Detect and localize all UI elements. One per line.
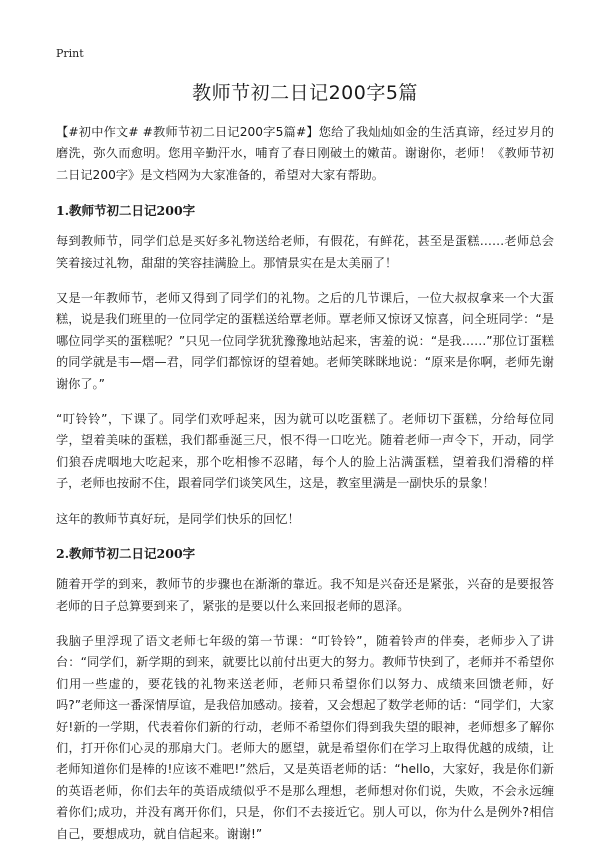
document-page (56, 78, 554, 859)
print-label: Print (56, 47, 84, 60)
intro-paragraph: 【#初中作文# #教师节初二日记200字5篇#】您给了我灿灿如金的生活真谛，经过岁月的磨洗，弥久而愈明。您用辛勤汗水，哺育了春日刚破土的嫩苗。谢谢你，老师！《教师节初二日记200字》是文档网为大家准备的，希望对大家有帮助。 (56, 125, 554, 182)
body-paragraph: 随着开学的到来，教师节的步骤也在渐渐的靠近。我不知是兴奋还是紧张，兴奋的是要报答老师的日子总算要到来了，紧张的是要以什么来回报老师的恩泽。 (56, 577, 554, 613)
body-paragraph: “叮铃铃”，下课了。同学们欢呼起来，因为就可以吃蛋糕了。老师切下蛋糕，分给每位同学，望着美味的蛋糕，我们都垂涎三尺，恨不得一口吃光。随着老师一声令下，开动，同学们狼吞虎咽地大吃起来，那个吃相惨不忍睹，每个人的脸上沾满蛋糕，望着我们滑稽的样子，老师也按耐不住，跟着同学们谈笑风生，这是，教室里满是一副快乐的景象！ (56, 412, 554, 491)
page-title: 教师节初二日记200字5篇 (192, 82, 418, 104)
body-paragraph: 又是一年教师节，老师又得到了同学们的礼物。之后的几节课后，一位大叔叔拿来一个大蛋糕，说是我们班里的一位同学定的蛋糕送给覃老师。覃老师又惊讶又惊喜，问全班同学：“是哪位同学买的蛋糕呢？”只见一位同学犹犹豫豫地站起来，害羞的说：“是我……”那位订蛋糕的同学就是韦—熠—君，同学们都惊讶的望着她。老师笑眯眯地说：“原来是你啊，老师先谢谢你了。” (56, 291, 554, 391)
section-heading: 2.教师节初二日记200字 (56, 546, 196, 562)
body-paragraph: 我脑子里浮现了语文老师七年级的第一节课：“叮铃铃”，随着铃声的伴奏，老师步入了讲台：“同学们，新学期的到来，就要比以前付出更大的努力。教师节快到了，老师并不希望你们用一些虚的，要花钱的礼物来送老师，老师只希望你们以努力、成绩来回馈老师，好吗?”老师这一番深情厚谊，是我倍加感动。接着，又会想起了数学老师的话：“同学们，大家好!新的一学期，代表着你们新的行动，老师不希望你们得到我失望的眼神，老师想多了解你们，打开你们心灵的那扇大门。老师大的愿望，就是希望你们在学习上取得优越的成绩，让老师知道你们是棒的!应该不难吧!”然后，又是英语老师的话：“hello，大家好，我是你们新的英语老师，你们去年的英语成绩似乎不是那么理想，老师想对你们说，失败，不会永远缠着你们;成功，并没有离开你们，只是，你们不去接近它。别人可以，你为什么是例外?相信自己，要想成功，就自信起来。谢谢!” (56, 633, 554, 841)
body-paragraph: 每到教师节，同学们总是买好多礼物送给老师，有假花，有鲜花，甚至是蛋糕……老师总会笑着接过礼物，甜甜的笑容挂满脸上。那情景实在是太美丽了！ (56, 234, 554, 270)
body-paragraph: 这年的教师节真好玩，是同学们快乐的回忆！ (56, 511, 300, 526)
section-heading: 1.教师节初二日记200字 (56, 203, 196, 219)
